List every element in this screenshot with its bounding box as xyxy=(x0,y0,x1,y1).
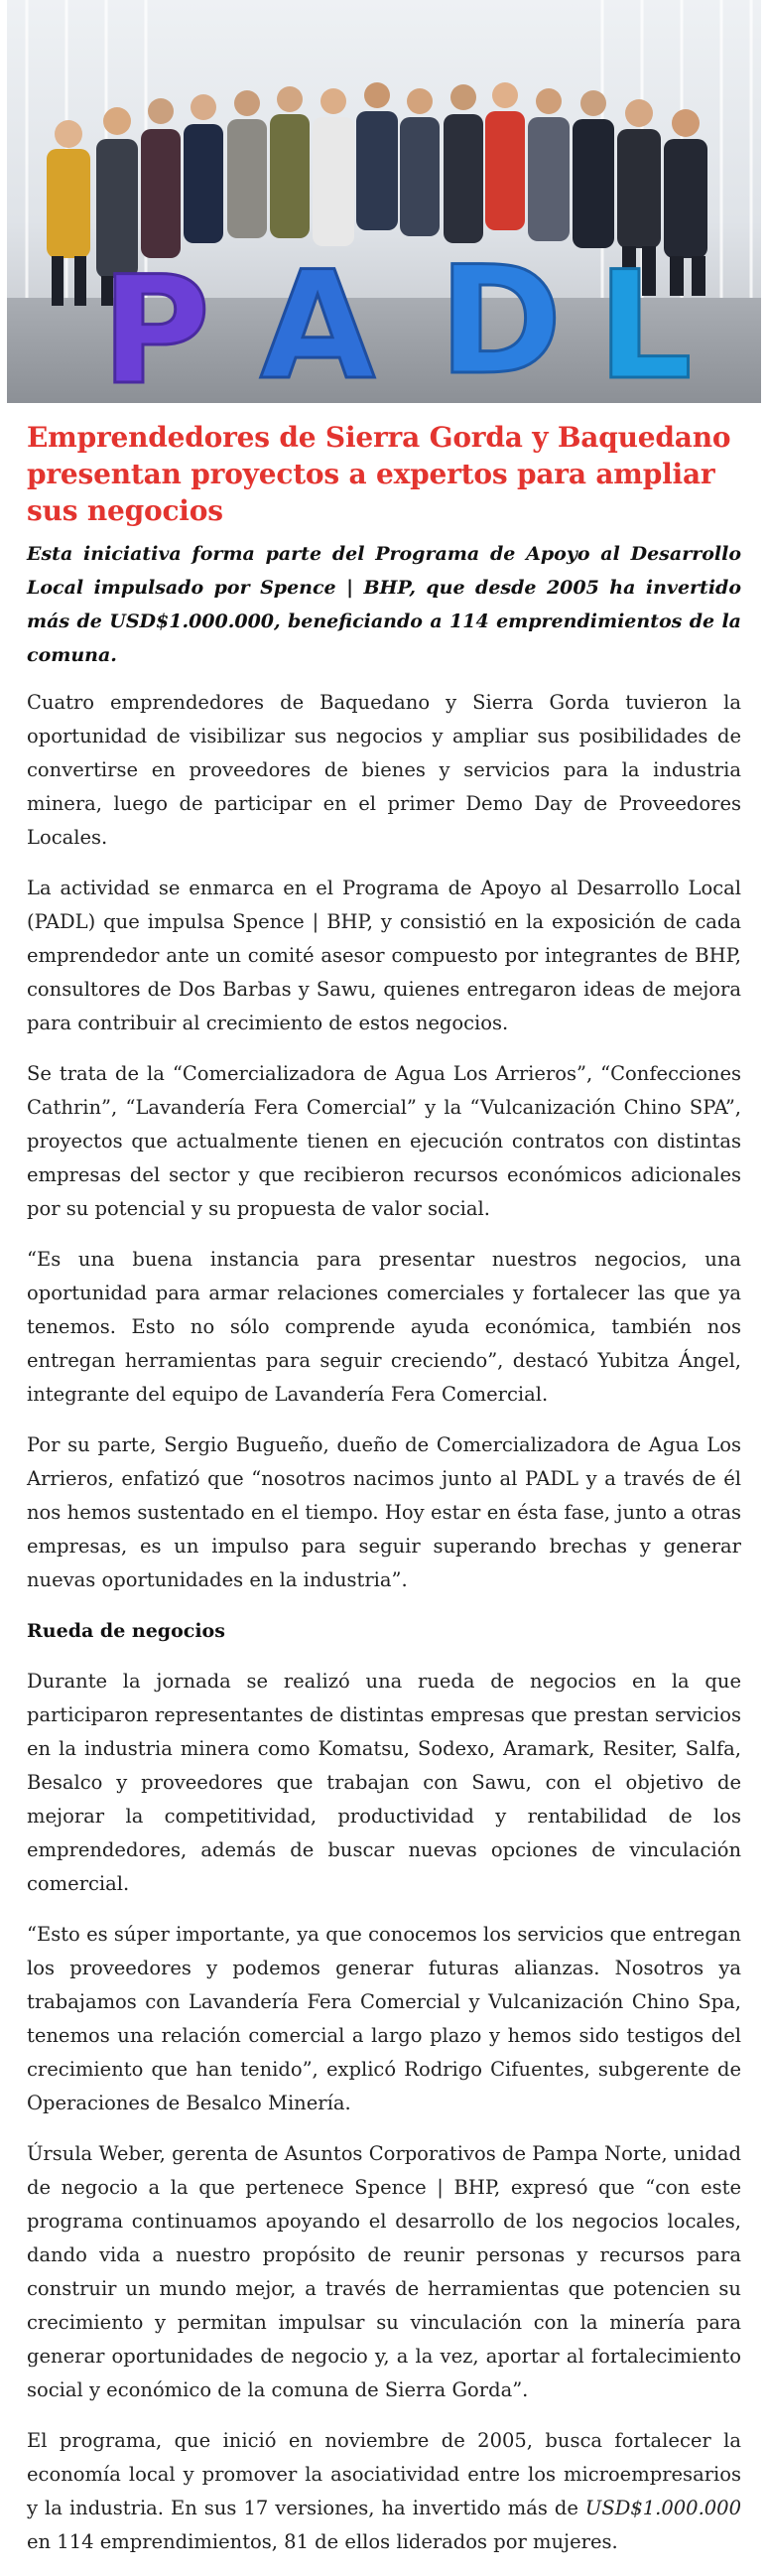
paragraph-6: Durante la jornada se realizó una rueda de negocios en la que participaron representantes de distintas empresas que prestan servicios en la industria minera como Komatsu, Sodexo, Aramark, Resiter, Salfa, Besalco y proveedores que trabajan con Sawu, con el objetivo de mejorar la competitividad, productividad y rentabilidad de los emprendedores, además de buscar nuevas opciones de vinculación comercial. xyxy=(27,1670,741,1895)
paragraph-9-amount: USD$1.000.000 xyxy=(584,2497,741,2519)
paragraph-7: “Esto es súper importante, ya que conocemos los servicios que entregan los proveedores y podemos generar futuras alianzas. Nosotros ya trabajamos con Lavandería Fera Comercial y Vulcanización Chino Spa, tenemos una relación comercial a largo plazo y hemos sido testigos del crecimiento que han tenido”, explicó Rodrigo Cifuentes, subgerente de Operaciones de Besalco Minería. xyxy=(27,1923,741,2114)
paragraph-9-text: El programa, que inició en noviembre de 2005, busca fortalecer la economía local y promover la asociatividad entre los microempresarios y la industria. En sus 17 versiones, ha invertido más de xyxy=(27,2429,741,2519)
paragraph-1: Cuatro emprendedores de Baquedano y Sierra Gorda tuvieron la oportunidad de visibilizar sus negocios y ampliar sus posibilidades de convertirse en proveedores de bienes y servicios para la industria minera, luego de participar en el primer Demo Day de Proveedores Locales. xyxy=(27,691,741,849)
paragraph-8: Úrsula Weber, gerenta de Asuntos Corporativos de Pampa Norte, unidad de negocio a la que pertenece Spence | BHP, expresó que “con este programa continuamos apoyando el desarrollo de los negocios locales, dando vida a nuestro propósito de reunir personas y recursos para construir un mundo mejor, a través de herramientas que potencien su crecimiento y permitan impulsar su vinculación con la minería para generar oportunidades de negocio y, a la vez, aportar al fortalecimiento social y económico de la comuna de Sierra Gorda”. xyxy=(27,2142,741,2401)
section-heading: Rueda de negocios xyxy=(27,1620,225,1642)
paragraph-2: La actividad se enmarca en el Programa de Apoyo al Desarrollo Local (PADL) que impulsa Spence | BHP, y consistió en la exposición de cada emprendedor ante un comité asesor compuesto por integrantes de BHP, consultores de Dos Barbas y Sawu, quienes entregaron ideas de mejora para contribuir al crecimiento de estos negocios. xyxy=(27,877,741,1034)
letter-d: D xyxy=(439,235,563,408)
group-photo-illustration xyxy=(7,0,761,418)
paragraph-4: “Es una buena instancia para presentar nuestros negocios, una oportunidad para armar relaciones comerciales y fortalecer las que ya tenemos. Esto no sólo comprende ayuda económica, también nos entregan herramientas para seguir creciendo”, destacó Yubitza Ángel, integrante del equipo de Lavandería Fera Comercial. xyxy=(27,1248,741,1406)
article-body xyxy=(27,419,741,2576)
article-lead: Esta iniciativa forma parte del Programa de Apoyo al Desarrollo Local impulsado por Spence | BHP, que desde 2005 ha invertido más de USD$1.000.000, beneficiando a 114 emprendimientos de la comuna. xyxy=(27,543,741,666)
article-title: Emprendedores de Sierra Gorda y Baquedano presentan proyectos a expertos para ampliar sus negocios xyxy=(27,421,731,527)
paragraph-9-end: en 114 emprendimientos, 81 de ellos liderados por mujeres. xyxy=(27,2530,618,2553)
paragraph-9 xyxy=(27,2424,741,2559)
paragraph-3: Se trata de la “Comercializadora de Agua Los Arrieros”, “Confecciones Cathrin”, “Lavandería Fera Comercial” y la “Vulcanización Chino SPA”, proyectos que actualmente tienen en ejecución contratos con distintas empresas del sector y que recibieron recursos económicos adicionales por su potencial y su propuesta de valor social. xyxy=(27,1062,741,1220)
paragraph-5: Por su parte, Sergio Bugueño, dueño de Comercializadora de Agua Los Arrieros, enfatizó que “nosotros nacimos junto al PADL y a través de él nos hemos sustentado en el tiempo. Hoy estar en ésta fase, junto a otras empresas, es un impulso para seguir superando brechas y generar nuevas oportunidades en la industria”. xyxy=(27,1433,741,1591)
group-photo xyxy=(7,0,761,418)
letter-p: P xyxy=(101,245,210,418)
letter-l: L xyxy=(597,240,693,413)
letter-a: A xyxy=(260,240,376,413)
